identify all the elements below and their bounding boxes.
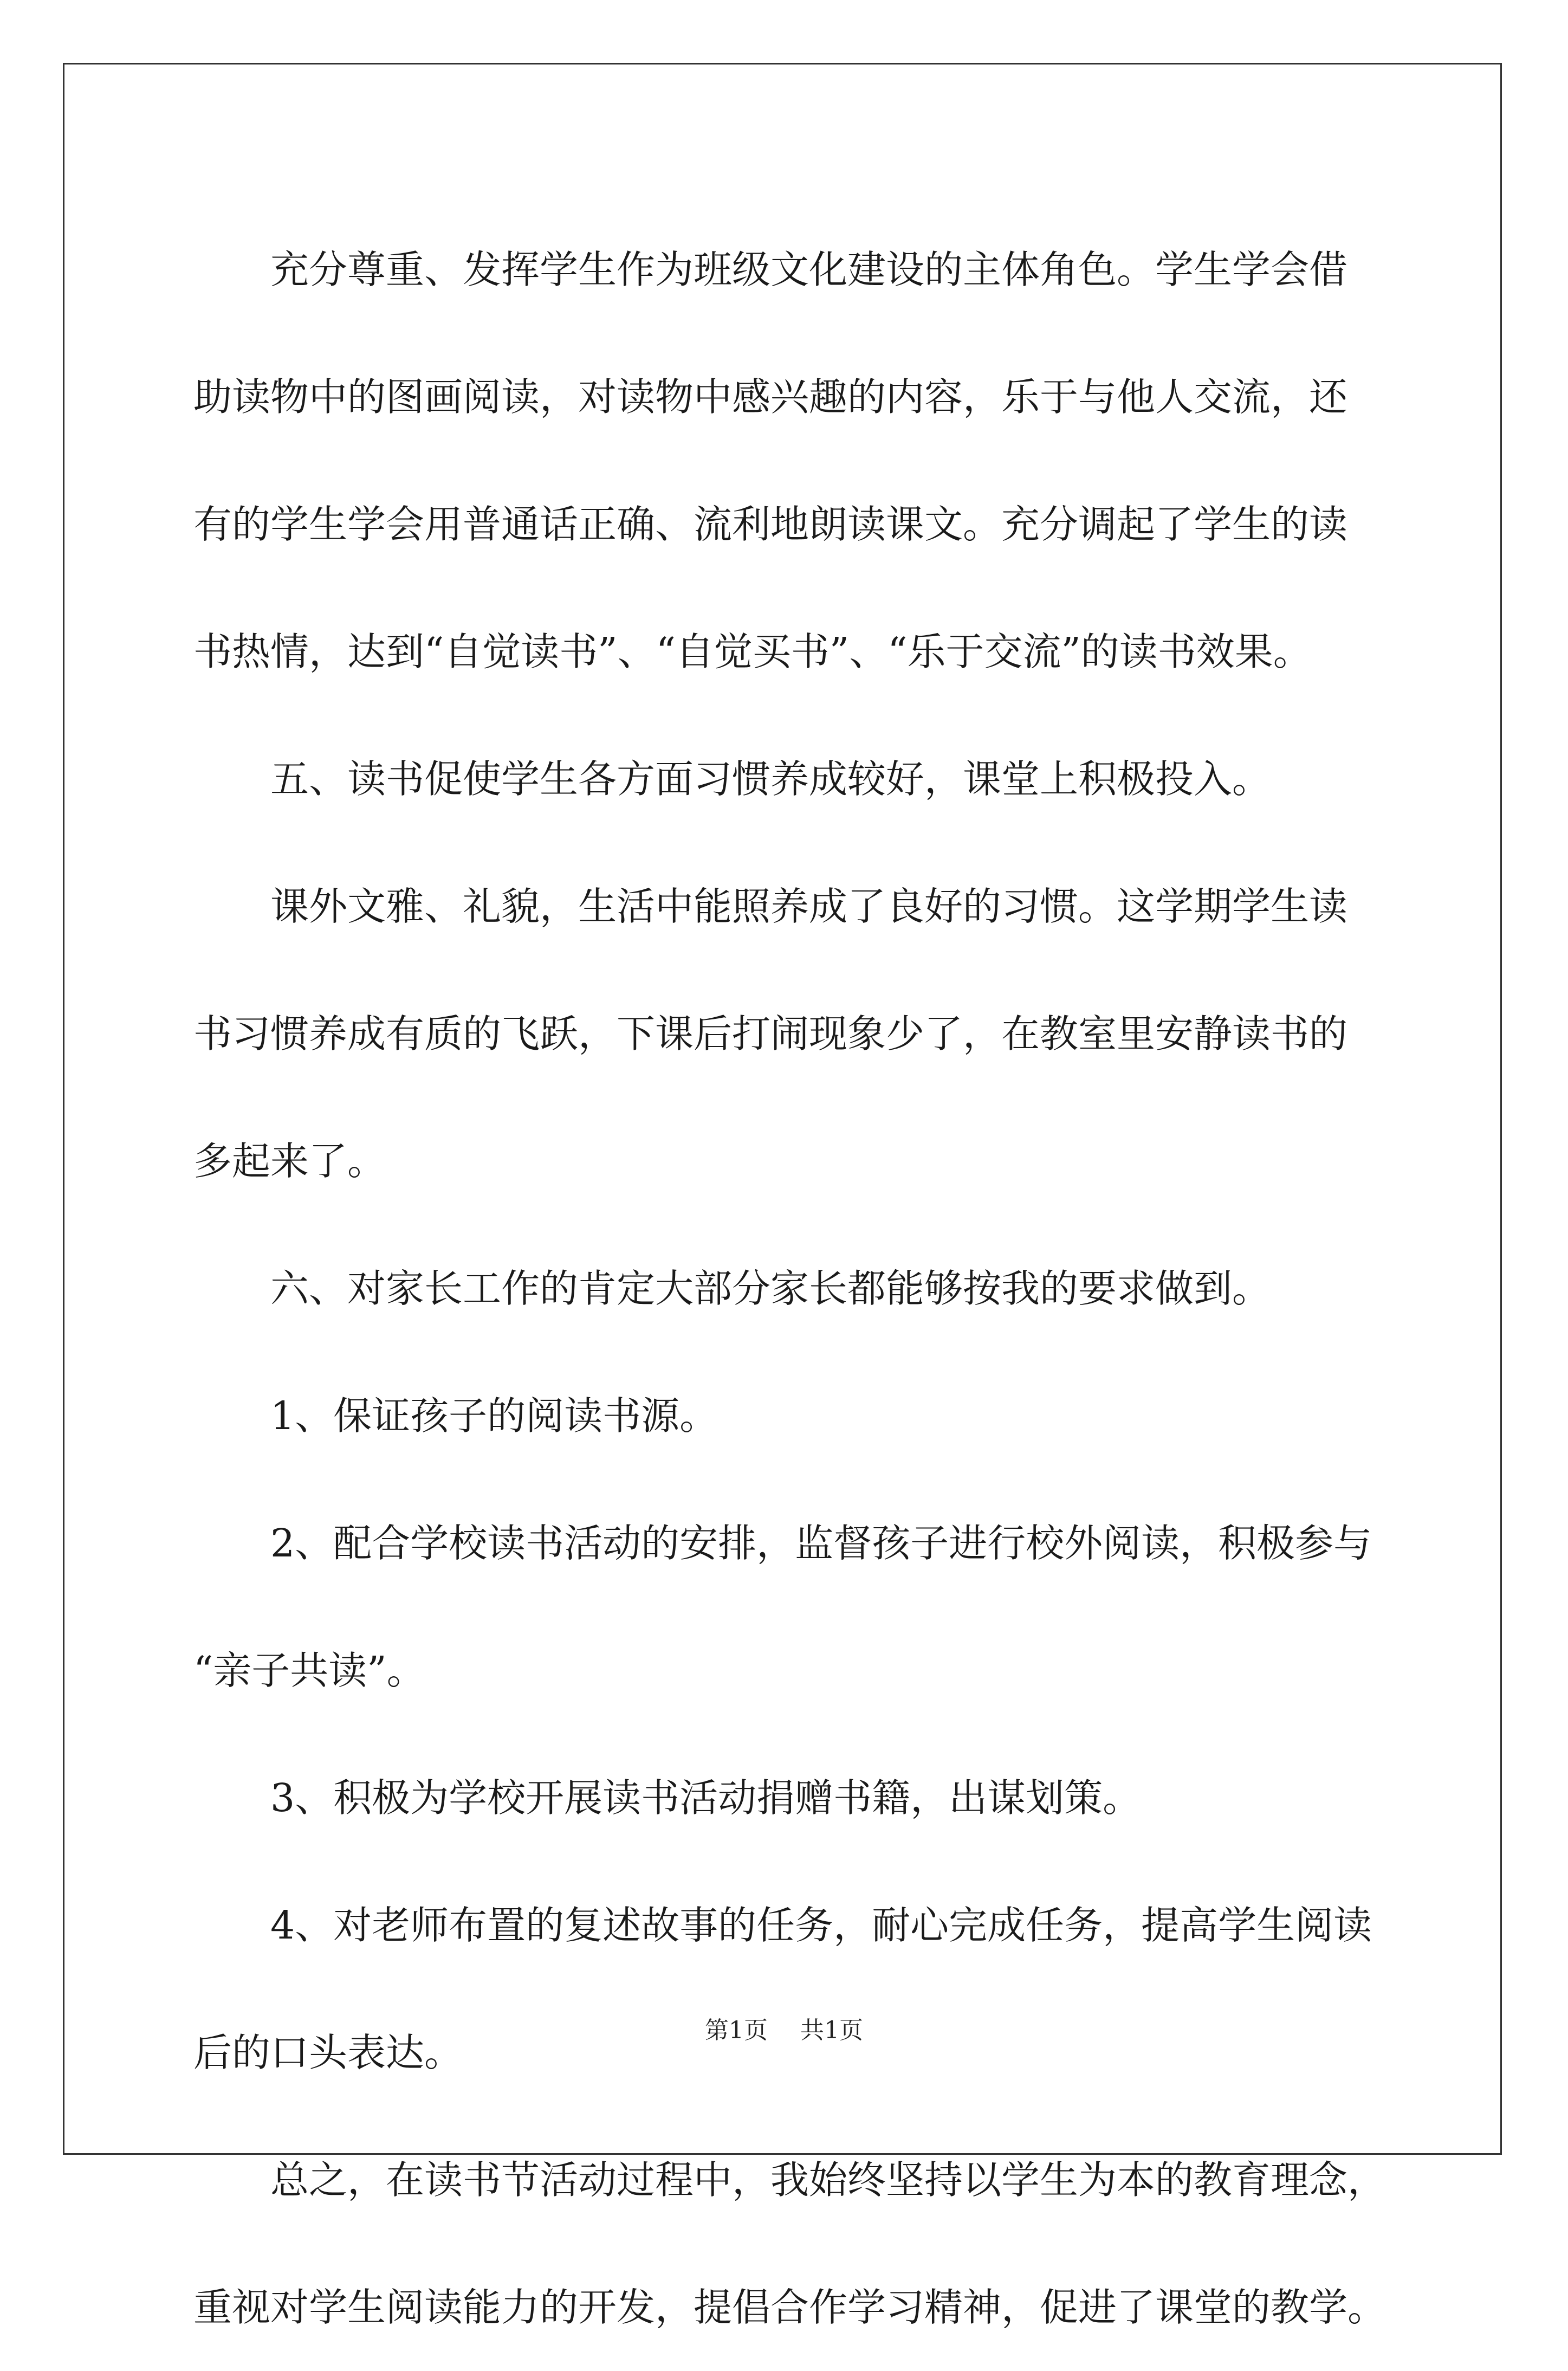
paragraph	[193, 1862, 1375, 2116]
page-total: 共1页	[800, 2017, 863, 2044]
document-body	[193, 206, 1386, 2371]
text-line: 五、读书促使学生各方面习惯养成较好，课堂上积极投入。	[270, 757, 1271, 802]
text-line: 重视对学生阅读能力的开发，提倡合作学习精神，促进了课堂的教学。	[193, 2285, 1386, 2330]
text-line: 3、积极为学校开展读书活动捐赠书籍，出谋划策。	[270, 1775, 1142, 1820]
paragraph	[193, 1225, 1375, 1352]
paragraph	[193, 1480, 1375, 1734]
paragraph	[193, 206, 1375, 715]
text-line: 后的口头表达。	[193, 2030, 463, 2075]
text-line: 1、保证孩子的阅读书源。	[270, 1393, 718, 1438]
text-line: 六、对家长工作的肯定大部分家长都能够按我的要求做到。	[270, 1266, 1271, 1311]
text-line: 4、对老师布置的复述故事的任务，耐心完成任务，提高学生阅读	[270, 1903, 1372, 1948]
text-line: 书习惯养成有质的飞跃，下课后打闹现象少了，在教室里安静读书的	[193, 1011, 1348, 1056]
text-line: 课外文雅、礼貌，生活中能照养成了良好的习惯。这学期学生读	[270, 884, 1348, 929]
text-line: 多起来了。	[193, 1139, 386, 1184]
text-line: 有的学生学会用普通话正确、流利地朗读课文。充分调起了学生的读	[193, 502, 1348, 547]
paragraph	[193, 843, 1375, 1225]
paragraph	[193, 1734, 1375, 1862]
page-footer	[0, 2011, 1568, 2045]
paragraph	[193, 2116, 1386, 2371]
paragraph	[193, 1352, 1375, 1480]
text-line: 助读物中的图画阅读，对读物中感兴趣的内容，乐于与他人交流，还	[193, 374, 1348, 419]
text-line: 2、配合学校读书活动的安排，监督孩子进行校外阅读，积极参与	[270, 1521, 1372, 1566]
text-line: 总之，在读书节活动过程中，我始终坚持以学生为本的教育理念，	[270, 2157, 1386, 2202]
text-line: 书热情，达到“自觉读书”、“自觉买书”、“乐于交流”的读书效果。	[193, 629, 1312, 674]
page-number: 第1页	[705, 2017, 768, 2044]
paragraph	[193, 715, 1375, 843]
text-line: 充分尊重、发挥学生作为班级文化建设的主体角色。学生学会借	[270, 247, 1348, 292]
text-line: “亲子共读”。	[193, 1648, 425, 1693]
